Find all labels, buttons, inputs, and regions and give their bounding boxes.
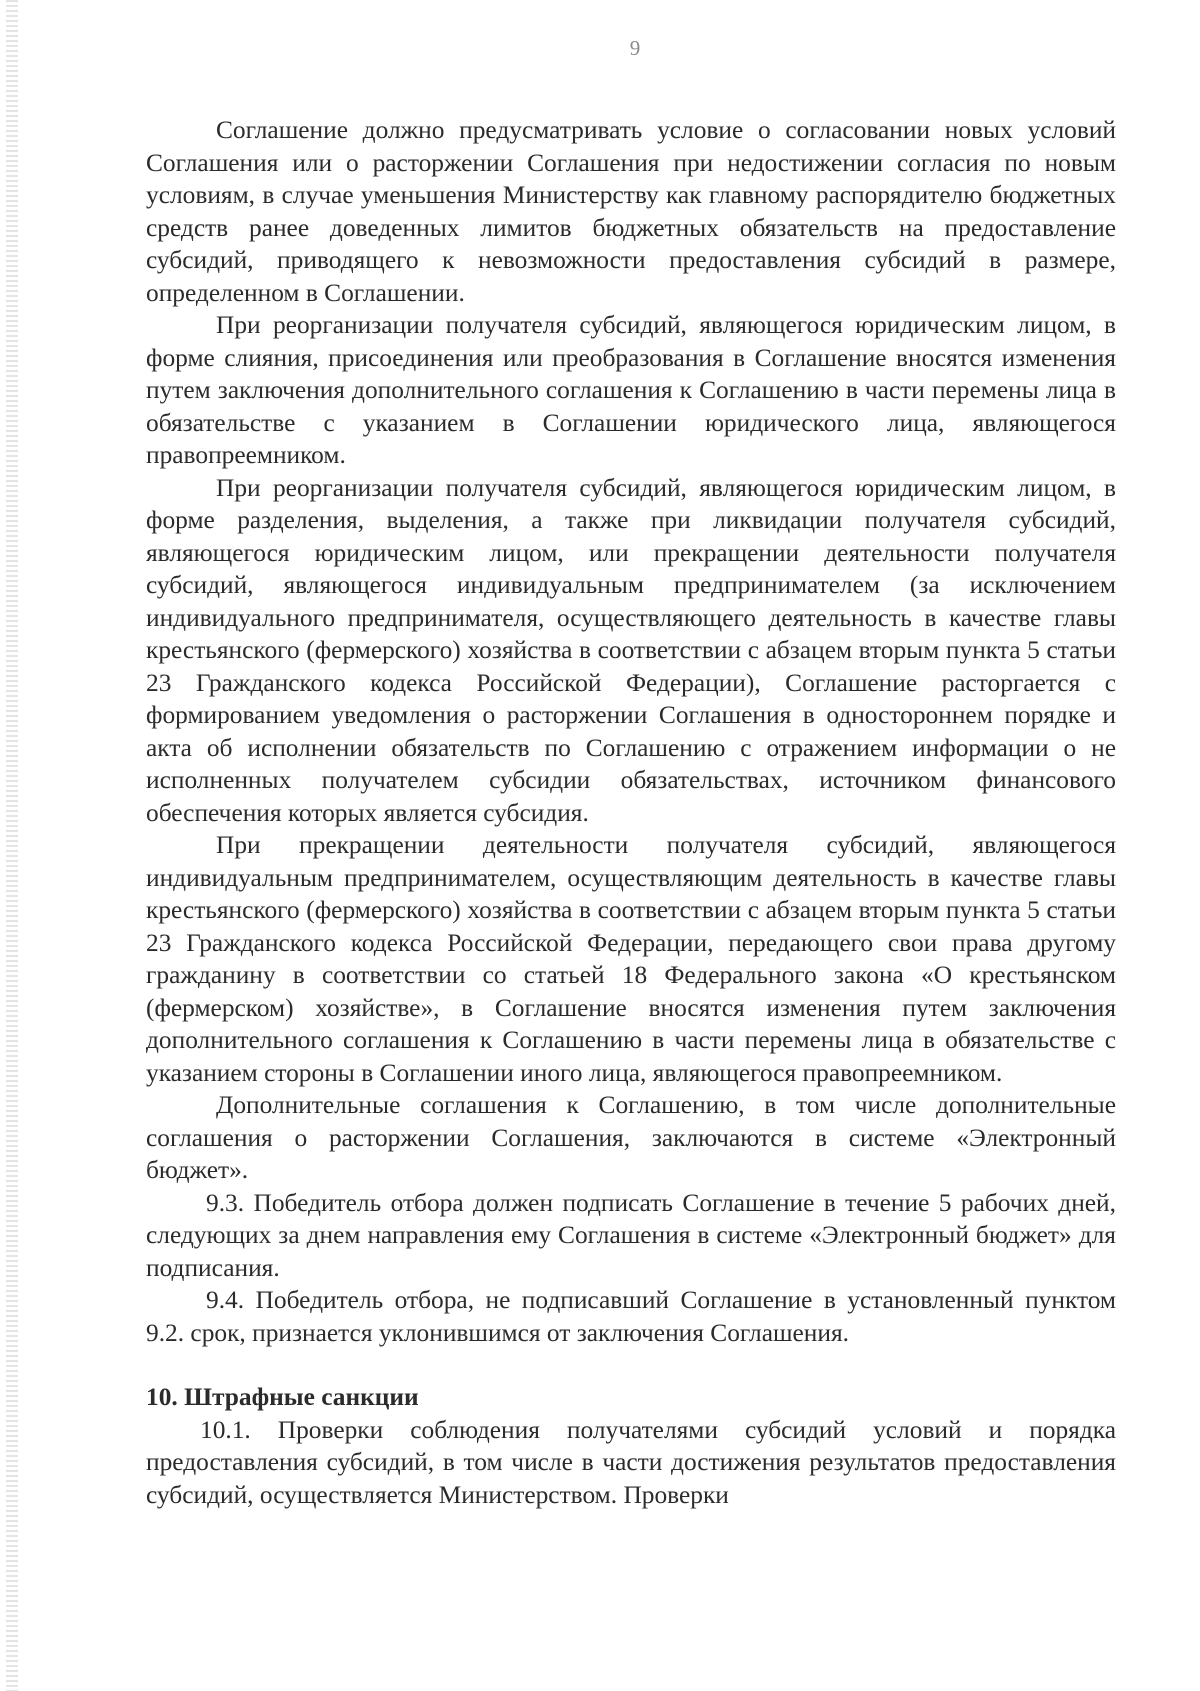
paragraph-9-3: 9.3. Победитель отбора должен подписать Соглашение в течение 5 рабочих дней, следующих за днем направления ему Соглашения в системе «Электронный бюджет» для подписания. xyxy=(146,1188,1116,1282)
paragraph-agreement-conditions: Соглашение должно предусматривать условие о согласовании новых условий Соглашения или о расторжении Соглашения при недостижении согласия по новым условиям, в случае уменьшения Министерству как главному распорядителю бюджетных средств ранее доведенных лимитов бюджетных обязательств на предоставление субсидий, приводящего к невозможности предоставления субсидий в размере, определенном в Соглашении. xyxy=(146,116,1116,307)
scan-edge xyxy=(6,0,18,1691)
paragraph-reorganization-merger: При реорганизации получателя субсидий, являющегося юридическим лицом, в форме слияния, присоединения или преобразования в Соглашение вносятся изменения путем заключения дополнительного соглашения к Соглашению в части перемены лица в обязательстве с указанием в Соглашении юридического лица, являющегося правопреемником. xyxy=(146,311,1116,469)
paragraph-9-4: 9.4. Победитель отбора, не подписавший Соглашение в установленный пунктом 9.2. срок, признается уклонившимся от заключения Соглашения. xyxy=(146,1286,1116,1347)
paragraph-additional-agreements: Дополнительные соглашения к Соглашению, в том числе дополнительные соглашения о расторжении Соглашения, заключаются в системе «Электронный бюджет». xyxy=(146,1091,1116,1184)
paragraph-termination-entrepreneur: При прекращении деятельности получателя субсидий, являющегося индивидуальным предпринимателем, осуществляющим деятельность в качестве главы крестьянского (фермерского) хозяйства в соответствии с абзацем вторым пункта 5 статьи 23 Гражданского кодекса Российской Федерации, передающего свои права другому гражданину в соответствии со статьей 18 Федерального закона «О крестьянском (фермерском) хозяйстве», в Соглашение вносятся изменения путем заключения дополнительного соглашения к Соглашению в части перемены лица в обязательстве с указанием стороны в Соглашении иного лица, являющегося правопреемником. xyxy=(146,831,1116,1087)
document-body xyxy=(146,114,1116,1511)
paragraph-reorganization-division: При реорганизации получателя субсидий, являющегося юридическим лицом, в форме разделения, выделения, а также при ликвидации получателя субсидий, являющегося юридическим лицом, или прекращении деятельности получателя субсидий, являющегося индивидуальным предпринимателем (за исключением индивидуального предпринимателя, осуществляющего деятельность в качестве главы крестьянского (фермерского) хозяйства в соответствии с абзацем вторым пункта 5 статьи 23 Гражданского кодекса Российской Федерации), Соглашение расторгается с формированием уведомления о расторжении Соглашения в одностороннем порядке и акта об исполнении обязательств по Соглашению с отражением информации о не исполненных получателем субсидии обязательствах, источником финансового обеспечения которых является субсидия. xyxy=(146,473,1116,827)
paragraph-10-1: 10.1. Проверки соблюдения получателями субсидий условий и порядка предоставления субсидий, в том числе в части достижения результатов предоставления субсидий, осуществляется Министерством. Проверки xyxy=(146,1415,1116,1509)
section-heading-penalties: 10. Штрафные санкции xyxy=(146,1383,419,1411)
page-number: 9 xyxy=(629,36,641,60)
